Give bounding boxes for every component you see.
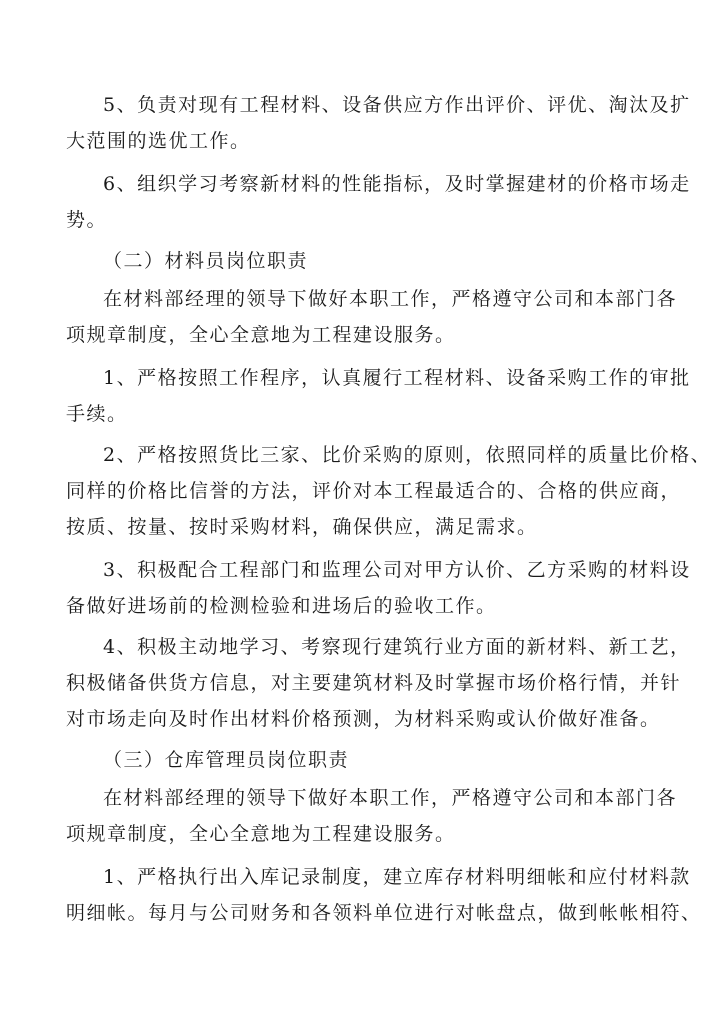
text-line: 对市场走向及时作出材料价格预测，为材料采购或认价做好准备。 bbox=[66, 708, 661, 730]
text-line: 大范围的选优工作。 bbox=[66, 130, 251, 152]
section-heading: （三）仓库管理员岗位职责 bbox=[103, 749, 350, 771]
text-line: 明细帐。每月与公司财务和各领料单位进行对帐盘点，做到帐帐相符、 bbox=[66, 902, 702, 924]
text-line: 手续。 bbox=[66, 403, 128, 425]
text-line: 1、严格按照工作程序，认真履行工程材料、设备采购工作的审批 bbox=[103, 367, 691, 389]
text-line: 4、积极主动地学习、考察现行建筑行业方面的新材料、新工艺， bbox=[103, 636, 691, 658]
text-line: 按质、按量、按时采购材料，确保供应，满足需求。 bbox=[66, 516, 538, 538]
text-line: 同样的价格比信誉的方法，评价对本工程最适合的、合格的供应商， bbox=[66, 480, 682, 502]
text-line: 项规章制度，全心全意地为工程建设服务。 bbox=[66, 823, 456, 845]
text-line: 2、严格按照货比三家、比价采购的原则，依照同样的质量比价格、 bbox=[103, 444, 712, 466]
text-line: 在材料部经理的领导下做好本职工作，严格遵守公司和本部门各 bbox=[103, 288, 678, 310]
text-line: 势。 bbox=[66, 209, 108, 231]
text-line: 积极储备供货方信息，对主要建筑材料及时掌握市场价格行情，并针 bbox=[66, 672, 682, 694]
text-line: 3、积极配合工程部门和监理公司对甲方认价、乙方采购的材料设 bbox=[103, 559, 691, 581]
text-line: 项规章制度，全心全意地为工程建设服务。 bbox=[66, 324, 456, 346]
text-line: 在材料部经理的领导下做好本职工作，严格遵守公司和本部门各 bbox=[103, 787, 678, 809]
text-line: 5、负责对现有工程材料、设备供应方作出评价、评优、淘汰及扩 bbox=[103, 94, 691, 116]
text-line: 备做好进场前的检测检验和进场后的验收工作。 bbox=[66, 595, 497, 617]
text-line: 6、组织学习考察新材料的性能指标，及时掌握建材的价格市场走 bbox=[103, 173, 691, 195]
section-heading: （二）材料员岗位职责 bbox=[103, 250, 309, 272]
text-line: 1、严格执行出入库记录制度，建立库存材料明细帐和应付材料款 bbox=[103, 866, 691, 888]
